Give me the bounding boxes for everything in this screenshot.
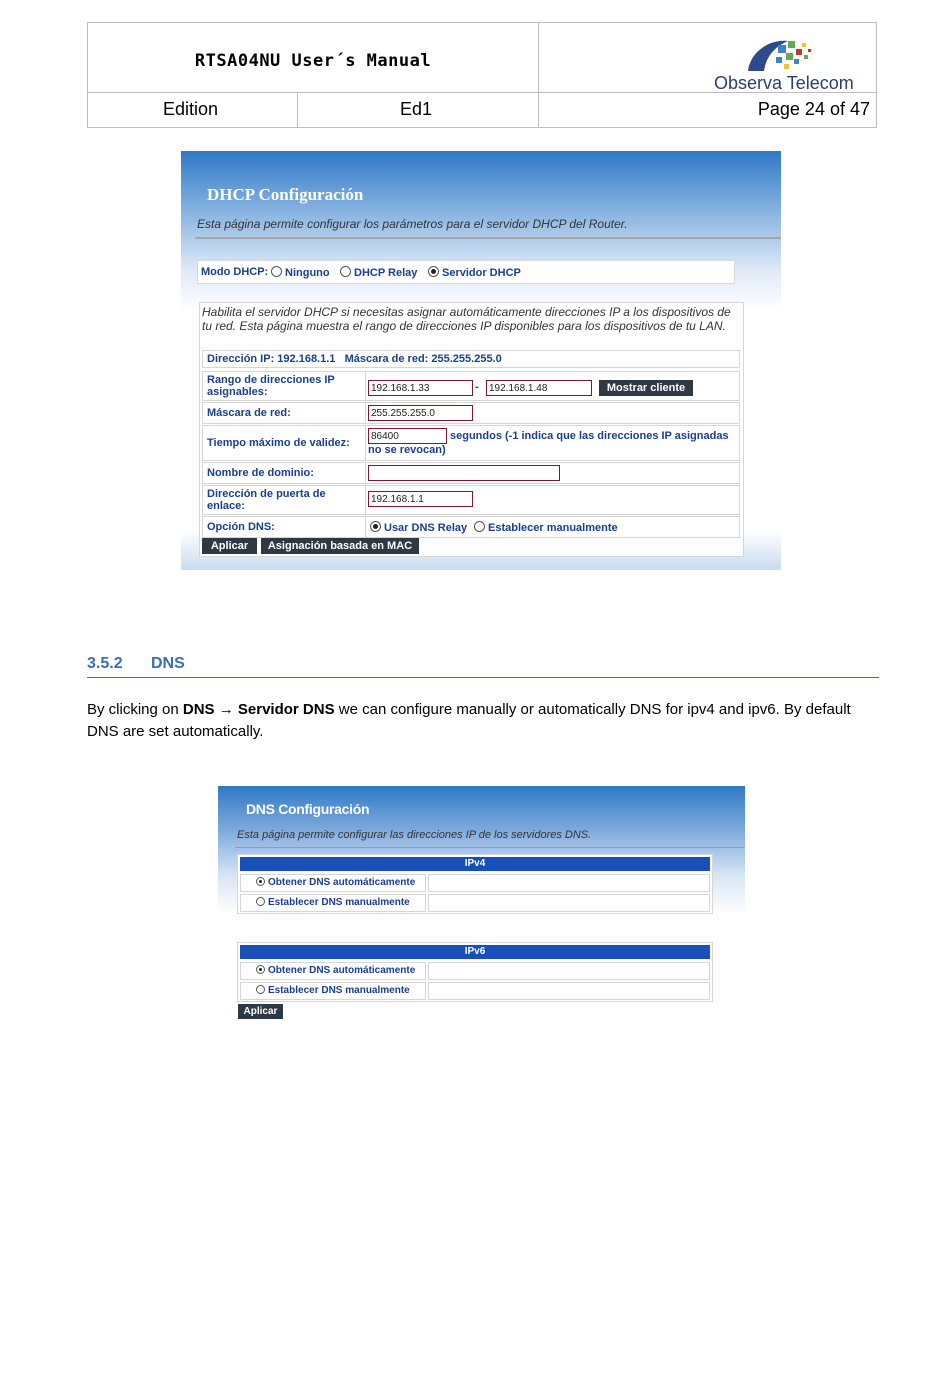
dns-manual-radio[interactable] (474, 521, 618, 535)
ipv4-manual-value-cell (428, 894, 710, 912)
radio-selected-icon (256, 877, 265, 886)
mask-input[interactable]: 255.255.255.0 (368, 405, 473, 421)
cell-divider (365, 426, 366, 460)
dns-page-title: DNS Configuración (246, 801, 370, 817)
ipv6-auto-row (240, 962, 710, 980)
gateway-label: Dirección de puerta de enlace: (207, 488, 326, 512)
radio-label: Servidor DHCP (442, 267, 521, 279)
paragraph-text: we can configure manually or automatically DNS for ipv4 and ipv6. By default DNS are set automatically. (87, 701, 851, 740)
dhcp-page-title: DHCP Configuración (207, 185, 364, 204)
arrow-icon: → (218, 701, 234, 718)
radio-icon (474, 521, 485, 532)
ipv4-auto-radio[interactable] (240, 874, 426, 892)
section-title: DNS (151, 655, 185, 672)
radio-label: DHCP Relay (354, 267, 418, 279)
radio-icon (271, 266, 282, 277)
dhcp-help-text: Habilita el servidor DHCP si necesitas asignar automáticamente direcciones IP a los dispositivos de tu red. Esta página muestra el rango de direcciones IP disponibles para los dispositivos de tu LAN. (202, 305, 731, 333)
dns-relay-radio[interactable] (370, 521, 467, 535)
radio-icon (256, 897, 265, 906)
divider (195, 237, 781, 239)
radio-label: Establecer manualmente (488, 522, 618, 534)
ipv6-auto-value-cell (428, 962, 710, 980)
dns-page-description: Esta página permite configurar las direcciones IP de los servidores DNS. (237, 829, 592, 841)
ipv6-header: IPv6 (240, 945, 710, 959)
domain-row (202, 462, 740, 484)
dhcp-mode-none-radio[interactable] (271, 266, 330, 279)
ip-range-label: Rango de direcciones IP asignables: (207, 374, 335, 398)
dhcp-config-screenshot (181, 151, 781, 570)
section-number: 3.5.2 (87, 655, 123, 672)
lease-time-row (202, 425, 740, 461)
divider (235, 847, 745, 848)
cell-divider (365, 517, 366, 537)
apply-button[interactable]: Aplicar (202, 538, 257, 554)
section-underline (87, 677, 879, 678)
paragraph-bold-dns: DNS (182, 701, 215, 718)
mac-assignment-button[interactable]: Asignación basada en MAC (261, 538, 419, 554)
dns-option-label: Opción DNS: (207, 521, 275, 533)
cell-divider (365, 463, 366, 483)
ipv4-auto-row (240, 874, 710, 892)
dhcp-mode-label: Modo DHCP: (201, 266, 269, 278)
show-client-button[interactable]: Mostrar cliente (599, 380, 693, 396)
radio-label: Obtener DNS automáticamente (268, 965, 416, 976)
gateway-row (202, 485, 740, 515)
ip-info-text: Dirección IP: 192.168.1.1 Máscara de red: 255.255.255.0 (207, 353, 502, 365)
ipv4-header: IPv4 (240, 857, 710, 871)
dhcp-mode-bar (197, 260, 735, 284)
header-gradient (181, 151, 781, 311)
range-dash: - (475, 381, 479, 393)
radio-label: Establecer DNS manualmente (268, 985, 410, 996)
edition-label: Edition (163, 99, 219, 119)
radio-selected-icon (428, 266, 439, 277)
cell-divider (365, 403, 366, 423)
lease-time-label: Tiempo máximo de validez: (207, 437, 350, 449)
dhcp-server-form (199, 302, 744, 557)
lease-time-note: segundos (-1 indica que las direcciones IP asignadas no se revocan) (368, 430, 729, 456)
dns-option-row (202, 516, 740, 538)
dhcp-page-description: Esta página permite configurar los parámetros para el servidor DHCP del Router. (197, 217, 628, 231)
cell-divider (365, 486, 366, 514)
logo-text: Observa Telecom (714, 73, 854, 93)
dhcp-mode-relay-radio[interactable] (340, 266, 417, 279)
page-number: Page 24 of 47 (757, 99, 870, 119)
domain-input[interactable] (368, 465, 560, 481)
domain-label: Nombre de dominio: (207, 467, 314, 479)
header-divider (538, 23, 539, 127)
range-start-input[interactable]: 192.168.1.33 (368, 380, 473, 396)
mask-label: Máscara de red: (207, 407, 291, 419)
ipv6-manual-radio[interactable] (240, 982, 426, 1000)
ipv6-auto-radio[interactable] (240, 962, 426, 980)
header-divider (297, 92, 298, 127)
range-end-input[interactable]: 192.168.1.48 (486, 380, 592, 396)
paragraph-text: By clicking on (87, 701, 183, 718)
ipv4-manual-row (240, 894, 710, 912)
ipv4-table (237, 854, 713, 914)
edition-value: Ed1 (400, 99, 433, 119)
ipv6-table (237, 942, 713, 1002)
ip-info-row (202, 350, 740, 368)
radio-label: Usar DNS Relay (384, 522, 468, 534)
gateway-input[interactable]: 192.168.1.1 (368, 491, 473, 507)
ip-range-row (202, 371, 740, 401)
radio-selected-icon (256, 965, 265, 974)
dns-config-screenshot (218, 786, 745, 914)
ipv4-manual-radio[interactable] (240, 894, 426, 912)
dns-apply-button[interactable]: Aplicar (238, 1004, 283, 1019)
cell-divider (365, 372, 366, 400)
ipv4-auto-value-cell (428, 874, 710, 892)
paragraph-bold-servidor-dns: Servidor DNS (237, 701, 335, 718)
section-paragraph (87, 699, 877, 743)
manual-title: RTSA04NU User´s Manual (194, 51, 432, 71)
radio-icon (340, 266, 351, 277)
dhcp-mode-server-radio[interactable] (428, 266, 521, 279)
ipv6-manual-value-cell (428, 982, 710, 1000)
radio-label: Establecer DNS manualmente (268, 897, 410, 908)
radio-label: Ninguno (285, 267, 330, 279)
mask-row (202, 402, 740, 424)
radio-selected-icon (370, 521, 381, 532)
ipv6-manual-row (240, 982, 710, 1000)
page-header (87, 22, 877, 128)
radio-icon (256, 985, 265, 994)
lease-time-input[interactable]: 86400 (368, 428, 447, 444)
radio-label: Obtener DNS automáticamente (268, 877, 416, 888)
